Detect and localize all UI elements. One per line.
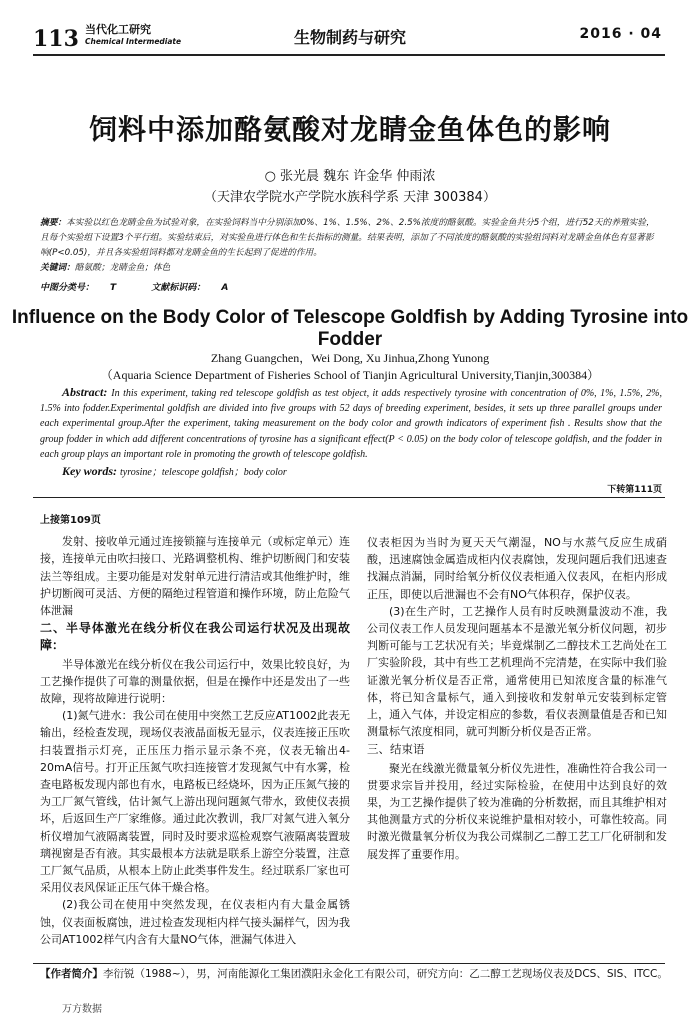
english-keywords-text: tyrosine；telescope goldfish；body color [120,467,287,478]
section-title: 生物制药与研究 [293,28,406,47]
body-right-column [367,534,667,863]
classification-line [40,280,260,293]
body-paragraph: (2)我公司在使用中突然发现，在仪表柜内有大量金属锈蚀，仪表面板腐蚀，进过检查发现柜内样气接头漏样气，因为我公司AT1002样气内含有大量NO气体，泄漏气体进入 [40,898,350,946]
author-bio-label: 【作者简介】 [40,968,103,980]
header-divider [33,54,665,56]
abstract-text: 本实验以红色龙睛金鱼为试验对象，在实验饲料当中分别添加0%、1%、1.5%、2%、2.5%浓度的酪氨酸。实验金鱼共分5个组，进行52天的养殖实验，且每个实验组下设置3个平行组。实验结束后，对实验鱼进行体色和生长指标的测量。结果表明，添加了不同浓度的酪氨酸的实验组饲料对龙睛金鱼体色有显著影响(P<0.05)，并且各实验组饲料都对龙睛金鱼的生长起到了促进的作用。 [40,218,655,258]
english-authors: Zhang Guangchen，Wei Dong, Xu Jinhua,Zhong Yunong [210,351,490,365]
watermark: 万方数据 [62,1004,102,1015]
english-abstract: Abstract: In this experiment, taking red telescope goldfish as test object, it adds respectively tyrosine with concentration of 0%, 1%, 1.5%, 2%, 1.5% into fodder.Experimental goldfish are divided into five groups with 52 days of breeding experiment, besides, it sets up three parallel groups under each experimental group.After the experiment, taking measurement on the body color and growth indicators of experiment fish . Results show that the group fodder in which add different concentrations of tyrosine has a significant effect(P < 0.05) on the body color of telescope goldfish, and the fodder in each group plays an important role in promoting the growth of telescope goldfish. [40,385,663,460]
article-affiliation: （天津农学院水产学院水族科学系 天津 300384） [204,190,496,205]
author-bio-text: 李衍锐（1988~），男，河南能源化工集团濮阳永金化工有限公司，研究方向：乙二醇工艺现场仪表及DCS、SIS、ITCC。 [103,968,668,980]
body-left-column [40,512,350,948]
body-paragraph: 半导体激光在线分析仪在我公司运行中，效果比较良好，为工艺操作提供了可靠的测量依据，但是在操作中还是发出了一些故障，现将故障进行说明： [40,657,350,706]
body-paragraph: (1)氮气进水：我公司在使用中突然工艺反应AT1002此表无输出，经检查发现，现场仪表液晶面板无显示，仪表连接正压吹扫装置指示灯亮，正压压力指示显示条不亮，仪表无输出4-20mA信号。打开正压氮气吹扫连接管才发现氮气中有水雾，检查电路板发现内部也有水，电路板已经烧坏，因为正压氮气接的为工厂氮气管线，估计氮气上游出现问题氮气带水，致使仪表损坏，后返回生产厂家维修。通过此次教训，我厂对氮气进入氧分析仪增加气液隔离装置，同时及时要求巡检观察气液隔离装置玻璃视窗是否有液。其实最根本方法就是联系上游空分装置，注意工厂氮气品质，从根本上防止此类事件发生。经过联系厂家也可采用仪表风保证正压气体干燥合格。 [40,709,350,895]
article-title: 饲料中添加酪氨酸对龙睛金鱼体色的影响 [88,113,611,146]
issue-label: 2016 · 04 [579,26,662,42]
doc-code-value: A [221,283,229,293]
section-heading: 三、结束语 [367,742,425,757]
body-paragraph: 聚光在线激光微量氧分析仪先进性，准确性符合我公司一贯要求宗旨并投用，经过实际检验，在使用中达到良好的效果，为工艺操作提供了较为准确的分析数据，而且其维护相对其他测量方式的分析仪来说维护量相对较小，可靠性较高。同时激光微量氧分析仪为我公司煤制乙二醇工艺工厂化研制和发展发挥了重要作用。 [367,761,667,861]
english-abstract-label: Abstract [62,385,104,399]
english-title: Influence on the Body Color of Telescope Goldfish by Adding Tyrosine into Fodder [11,307,689,350]
footer-divider [33,963,665,964]
body-paragraph: 仪表柜因为当时为夏天天气潮湿，NO与水蒸气反应生成硝酸，迅速腐蚀金属造成柜内仪表腐蚀，发现问题后我们迅速查找漏点消漏，同时给氧分析仪仪表柜通入仪表风，在柜内形成正压，即使以后泄漏也不会有NO气体积存，保护仪表。 [367,536,667,601]
english-keywords: Key words: tyrosine；telescope goldfish；body color [62,464,287,478]
english-abstract-text: In this experiment, taking red telescope goldfish as test object, it adds respectively tyrosine with concentration of 0%, 1%, 1.5%, 2%, 1.5% into fodder.Experimental goldfish are divided into five groups with 52 days of breeding experiment, besides, it sets up three parallel groups under each experimental group.After the experiment, taking measurement on the body color and growth indicators of experiment fish . Results show that the group fodder in which add different concentrations of tyrosine has a significant effect(P < 0.05) on the body color of telescope goldfish, and the fodder in each group plays an important role in promoting the growth of telescope goldfish. [40,388,663,460]
abstract-label: 摘要： [40,218,67,228]
english-affiliation: （Aquaria Science Department of Fisheries School of Tianjin Agricultural University,Tianjin,300384） [100,368,600,382]
journal-name-en: Chemical Intermediate [85,37,182,46]
english-keywords-label: Key words [62,464,113,478]
article-authors: ○ 张光晨 魏东 许金华 仲雨浓 [264,169,436,184]
keywords-text: 酪氨酸；龙睛金鱼；体色 [74,263,171,273]
page-number: 113 [33,26,79,52]
journal-name-cn: 当代化工研究 [85,23,151,36]
keywords-label: 关键词： [40,263,75,273]
doc-code-label: 文献标识码： [151,283,206,293]
clc-label: 中图分类号： [40,283,95,293]
author-bio [40,966,670,983]
section-heading: 二、半导体激光在线分析仪在我公司运行状况及出现故障： [40,621,350,653]
clc-value: T [110,283,117,293]
body-paragraph: (3)在生产时，工艺操作人员有时反映测量波动不准，我公司仪表工作人员发现问题基本不是激光氧分析仪问题，初步判断可能与工艺状况有关；毕竟煤制乙二醇技术工艺尚处在工厂实验阶段，其中有些工艺机理尚不完清楚，在实际中我们验证激光氧分析仪是否正常，通常使用已知浓度含量的标准气体，将已知含量标气，通入到接收和发射单元安装到标定管上，通入气体，并设定相应的参数，看仪表测量值是否和已知测量标气浓度相同，就可判断分析仪是否正常。 [367,604,667,739]
body-paragraph: 发射、接收单元通过连接锁箍与连接单元（或标定单元）连接，连接单元由吹扫接口、光路调整机构、维护切断阀门和安装法兰等组成。主要功能是对发射单元进行清洁或其他维护时，维护切断阀可灵活、方便的隔绝过程管道和操作环境，防止危险气体泄漏 [40,535,350,618]
continued-from-label: 上接第109页 [40,515,101,526]
chinese-abstract [40,216,662,276]
continued-to-label: 下转第111页 [607,485,662,495]
section-divider [33,497,665,498]
